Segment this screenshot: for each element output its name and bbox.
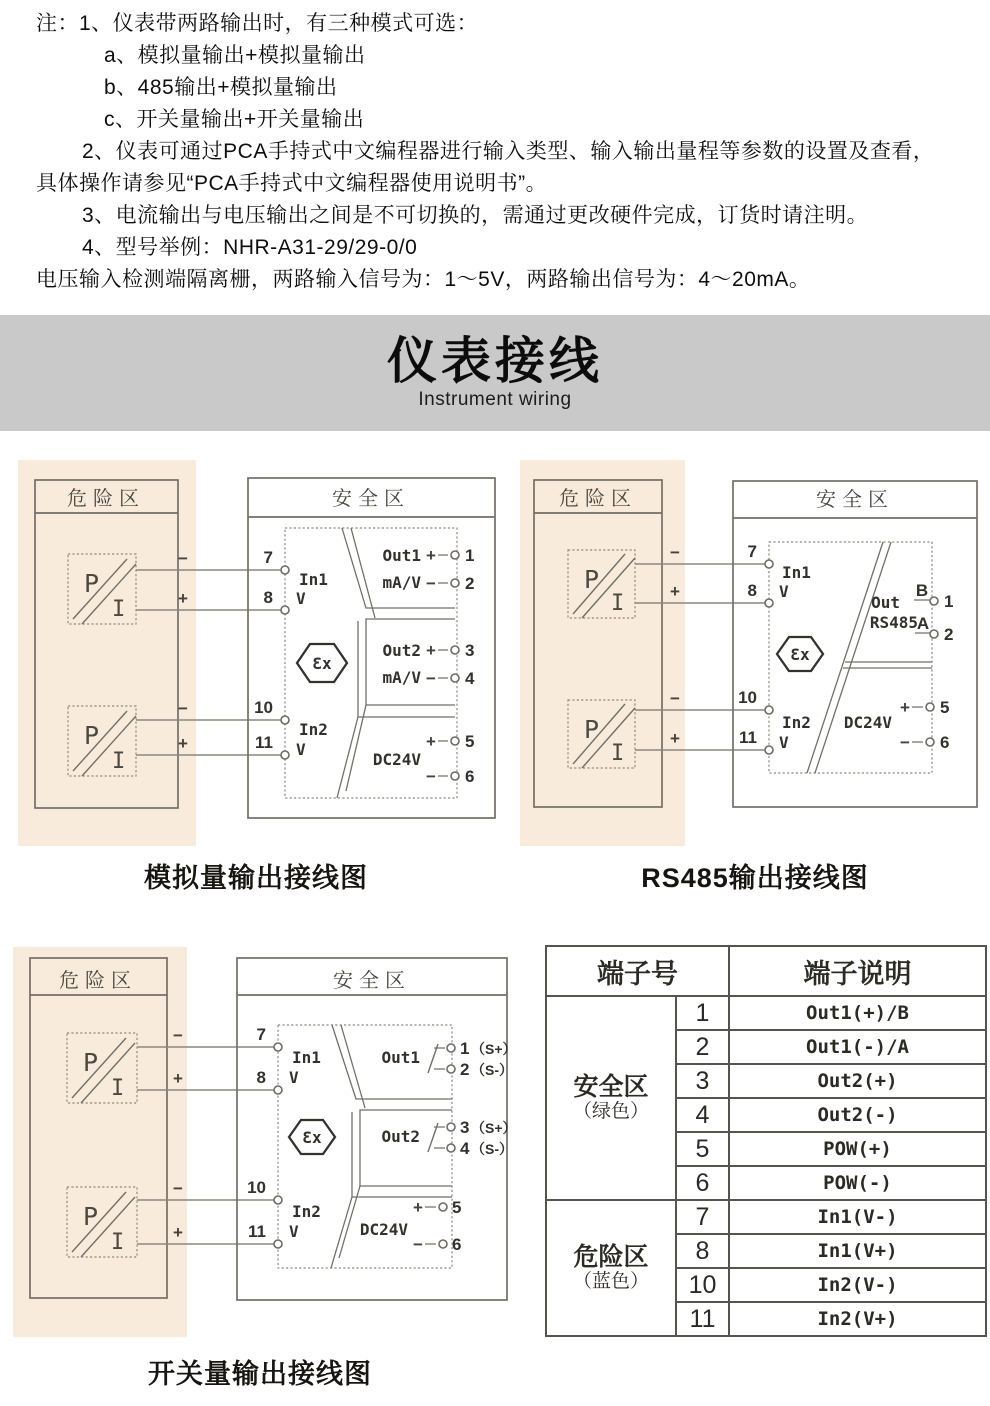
out1-relay-terminals [381,1039,516,1079]
terminal-circle-2 [451,579,459,587]
svg-text:+: + [178,734,188,753]
terminal-number-5: 5 [452,1198,462,1217]
note-item-c: c、开关量输出+开关量输出 [104,108,365,131]
isolator-module-outline [285,528,457,798]
terminal-circle-1 [930,597,938,605]
svg-text:−: − [413,1235,423,1254]
terminal-number-10: 10 [738,688,757,707]
terminal-number-1: 1 [944,592,954,611]
terminal-signal-splus: （S+） [471,1120,517,1136]
terminal-number-8: 8 [263,588,273,607]
terminal-circle-4 [447,1144,455,1152]
hazard-area-background [13,947,187,1337]
terminal-number-6: 6 [465,767,475,786]
terminal-number-10: 10 [254,698,273,717]
terminal-circle-8 [274,1086,282,1094]
terminal-signal-sminus: （S-） [471,1141,513,1157]
terminal-number-2: 2 [460,1060,470,1079]
terminal-circle-3 [451,646,459,654]
in2-volt-label: V [289,1222,299,1241]
note-line-4: 4、型号举例：NHR-A31-29/29-0/0 [82,236,418,259]
svg-text:I: I [111,1230,125,1255]
in2-label: In2 [299,720,328,739]
svg-text:−: − [670,543,680,562]
safe-zone-title: 安全区 [333,970,411,992]
table-row: 10 In2(V-) [546,1268,986,1302]
svg-text:P: P [84,569,100,598]
terminal-number-11: 11 [739,728,757,747]
terminal-circle-5 [926,703,934,711]
out1-unit: mA/V [382,573,421,592]
terminal-number-6: 6 [940,733,950,752]
banner-title: 仪表接线 [387,332,603,389]
table-row: 危险区 （蓝色） 7 In1(V-) [546,1200,986,1234]
header-terminal-no: 端子号 [546,946,729,996]
table-row: 11 In2(V+) [546,1302,986,1336]
power-label: DC24V [372,750,421,769]
svg-text:+: + [173,1223,183,1242]
ex-certification-icon [289,1120,335,1154]
in1-label: In1 [782,563,811,582]
table-row: 4 Out2(-) [546,1098,986,1132]
svg-text:−: − [426,767,436,786]
terminal-number-5: 5 [465,732,475,751]
note-item-b: b、485输出+模拟量输出 [104,76,338,99]
svg-text:I: I [611,591,625,616]
power-terminals [373,732,475,786]
svg-text:P: P [84,721,100,750]
svg-text:−: − [178,699,188,718]
svg-text:+: + [670,582,680,601]
hazard-zone-title: 危险区 [67,488,145,510]
terminal-number-3: 3 [460,1118,470,1137]
out1-label: Out1 [382,546,421,565]
caption-switch-diagram: 开关量输出接线图 [148,1359,372,1389]
banner-subtitle: Instrument wiring [418,389,572,411]
terminal-circle-2 [930,630,938,638]
safe-zone-box [733,481,977,807]
out2-label: Out2 [382,641,421,660]
svg-text:Ɛx: Ɛx [312,654,332,673]
note-line-1: 注：1、仪表带两路输出时，有三种模式可选： [36,12,479,35]
in2-label: In2 [782,713,811,732]
terminal-number-5: 5 [940,698,950,717]
terminal-signal-sminus: （S-） [471,1062,513,1078]
terminal-circle-1 [447,1044,455,1052]
terminal-circle-6 [451,772,459,780]
svg-text:−: − [426,574,436,593]
out2-terminals [382,641,475,688]
terminal-circle-5 [439,1203,447,1211]
line-b-label: B [915,581,929,600]
terminal-circle-7 [281,566,289,574]
terminal-circle-8 [765,599,773,607]
terminal-circle-10 [274,1196,282,1204]
hazard-area-background [18,460,196,846]
svg-text:Ɛx: Ɛx [790,645,810,664]
hazard-zone-title: 危险区 [59,970,137,992]
safe-zone-title: 安全区 [816,489,894,511]
power-terminals [360,1198,462,1254]
svg-text:+: + [426,732,436,751]
out2-label: Out2 [381,1127,420,1146]
terminal-circle-6 [926,738,934,746]
group-safe-zone: 安全区 （绿色） [546,996,676,1200]
svg-text:+: + [426,641,436,660]
rs485-out-terminals [870,581,954,644]
hazard-area-background [520,460,685,846]
rs485-wiring-diagram [520,458,990,850]
terminal-number-4: 4 [465,669,475,688]
note-line-3: 3、电流输出与电压输出之间是不可切换的，需通过更改硬件完成，订货时请注明。 [82,204,869,227]
out2-relay-terminals [381,1118,516,1158]
hazard-zone-title: 危险区 [559,488,637,510]
note-line-5: 电压输入检测端隔离栅，两路输入信号为：1～5V，两路输出信号为：4～20mA。 [36,268,811,291]
terminal-circle-10 [281,716,289,724]
svg-text:−: − [670,689,680,708]
table-row: 6 POW(-) [546,1166,986,1200]
in1-volt-label: V [296,589,306,608]
svg-text:+: + [413,1198,423,1217]
svg-text:Ɛx: Ɛx [302,1128,322,1147]
terminal-number-7: 7 [747,542,757,561]
terminal-circle-7 [765,560,773,568]
section-banner [0,315,990,431]
power-terminals [844,698,950,752]
terminal-circle-6 [439,1240,447,1248]
line-a-label: A [916,614,930,633]
note-line-2: 2、仪表可通过PCA手持式中文编程器进行输入类型、输入输出量程等参数的设置及查看， [82,140,935,163]
svg-text:P: P [83,1202,99,1231]
ex-certification-icon [297,644,347,682]
terminal-number-11: 11 [255,733,273,752]
in1-label: In1 [299,570,328,589]
svg-text:I: I [111,1076,125,1101]
analog-wiring-diagram [10,458,502,850]
terminal-number-2: 2 [944,625,954,644]
caption-rs485-diagram: RS485输出接线图 [641,863,869,893]
svg-text:−: − [173,1026,183,1045]
terminal-number-2: 2 [465,574,475,593]
terminal-circle-8 [281,606,289,614]
table-row: 安全区 （绿色） 1 Out1(+)/B [546,996,986,1030]
out1-label: Out1 [381,1048,420,1067]
svg-text:P: P [584,715,600,744]
caption-analog-diagram: 模拟量输出接线图 [144,863,368,893]
terminal-circle-11 [281,751,289,759]
terminal-number-4: 4 [460,1139,470,1158]
terminal-number-1: 1 [460,1039,470,1058]
terminal-description-table [545,945,987,1337]
power-label: DC24V [359,1220,408,1239]
terminal-circle-11 [274,1240,282,1248]
note-line-2b: 具体操作请参见“PCA手持式中文编程器使用说明书”。 [36,172,548,195]
svg-text:I: I [112,597,126,622]
terminal-number-3: 3 [465,641,475,660]
svg-text:P: P [584,565,600,594]
safe-zone-title: 安全区 [332,488,410,510]
svg-text:+: + [900,698,910,717]
svg-text:+: + [670,729,680,748]
header-terminal-desc: 端子说明 [729,946,986,996]
notes-section [36,8,976,296]
terminal-number-7: 7 [263,548,273,567]
in1-label: In1 [292,1048,321,1067]
in2-volt-label: V [296,740,306,759]
terminal-number-7: 7 [256,1025,266,1044]
terminal-number-8: 8 [256,1068,266,1087]
svg-text:+: + [173,1069,183,1088]
power-label: DC24V [843,713,892,732]
terminal-circle-3 [447,1123,455,1131]
svg-text:−: − [173,1179,183,1198]
in1-volt-label: V [779,582,789,601]
in2-label: In2 [292,1202,321,1221]
terminal-number-11: 11 [248,1222,266,1241]
out1-terminals [382,546,474,593]
terminal-circle-2 [447,1065,455,1073]
terminal-signal-splus: （S+） [471,1041,517,1057]
switch-wiring-diagram [10,945,517,1340]
terminal-circle-11 [765,746,773,754]
ex-certification-icon [777,637,823,671]
svg-text:−: − [426,669,436,688]
table-row: 2 Out1(-)/A [546,1030,986,1064]
svg-text:P: P [83,1048,99,1077]
terminal-circle-10 [765,706,773,714]
svg-text:+: + [426,546,436,565]
table-header-row [546,946,986,996]
isolation-barrier [807,542,932,773]
svg-text:I: I [112,749,126,774]
table-row: 5 POW(+) [546,1132,986,1166]
terminal-number-8: 8 [747,581,757,600]
in1-volt-label: V [289,1068,299,1087]
terminal-circle-1 [451,551,459,559]
note-item-a: a、模拟量输出+模拟量输出 [104,44,366,67]
table-row: 8 In1(V+) [546,1234,986,1268]
svg-text:−: − [178,549,188,568]
out2-unit: mA/V [382,668,421,687]
in2-volt-label: V [779,733,789,752]
out-label: Out [871,593,900,612]
terminal-circle-5 [451,737,459,745]
svg-text:I: I [611,741,625,766]
terminal-number-6: 6 [452,1235,462,1254]
svg-text:−: − [900,733,910,752]
terminal-number-10: 10 [247,1178,266,1197]
terminal-number-1: 1 [465,546,475,565]
table-row: 3 Out2(+) [546,1064,986,1098]
group-hazard-zone: 危险区 （蓝色） [546,1200,676,1336]
out-unit: RS485 [869,613,918,632]
terminal-circle-7 [274,1043,282,1051]
svg-text:+: + [178,589,188,608]
terminal-circle-4 [451,674,459,682]
